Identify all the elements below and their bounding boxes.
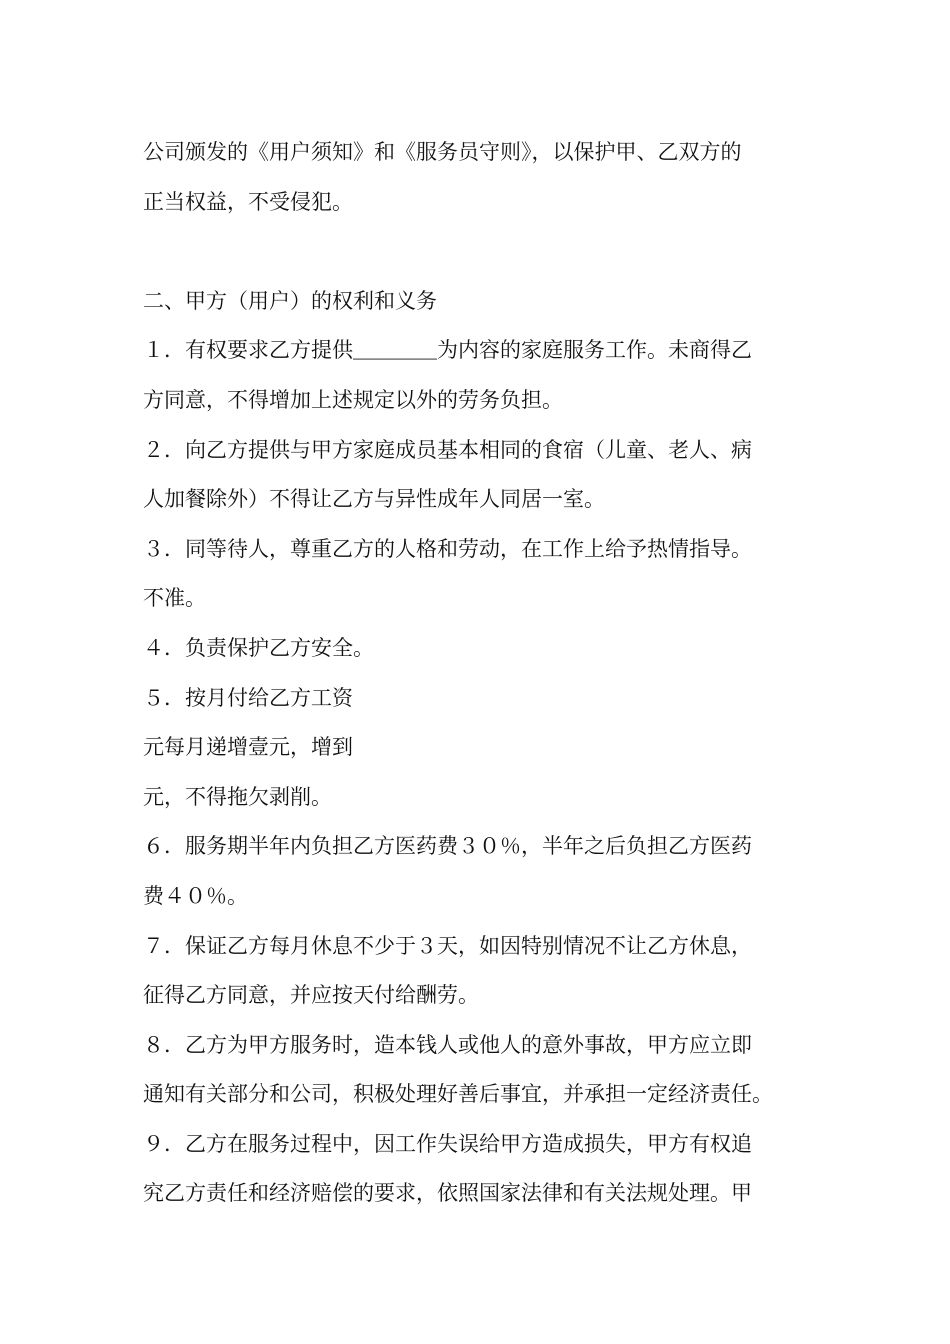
clause-3-line-1: ３．同等待人，尊重乙方的人格和劳动，在工作上给予热情指导。 [143,536,752,561]
clause-1-line-2: 方同意，不得增加上述规定以外的劳务负担。 [143,387,563,412]
clause-9-line-1: ９．乙方在服务过程中，因工作失误给甲方造成损失，甲方有权追 [143,1131,752,1156]
clause-5-line-2: 元每月递增壹元，增到 [143,735,353,760]
clause-1-line-1: １．有权要求乙方提供＿＿＿＿为内容的家庭服务工作。未商得乙 [143,338,752,363]
clause-3-line-2: 不准。 [143,586,206,611]
blank-line [143,227,813,277]
clause-7-line-1: ７．保证乙方每月休息不少于３天，如因特别情况不让乙方休息， [143,933,752,958]
clause-5-line-1: ５．按月付给乙方工资 [143,685,353,710]
document-body [143,128,813,1219]
clause-6-line-2: 费４０％。 [143,883,248,908]
clause-4-line-1: ４．负责保护乙方安全。 [143,635,374,660]
section-heading: 二、甲方（用户）的权利和义务 [143,288,437,313]
clause-2-line-2: 人加餐除外）不得让乙方与异性成年人同居一室。 [143,487,605,512]
clause-6-line-1: ６．服务期半年内负担乙方医药费３０％，半年之后负担乙方医药 [143,834,752,859]
clause-8-line-2: 通知有关部分和公司，积极处理好善后事宜，并承担一定经济责任。 [143,1082,773,1107]
clause-7-line-2: 征得乙方同意，并应按天付给酬劳。 [143,983,479,1008]
clause-9-line-2: 究乙方责任和经济赔偿的要求，依照国家法律和有关法规处理。甲 [143,1181,752,1206]
clause-8-line-1: ８．乙方为甲方服务时，造本钱人或他人的意外事故，甲方应立即 [143,1032,752,1057]
clause-5-line-3: 元，不得拖欠剥削。 [143,784,332,809]
clause-2-line-1: ２．向乙方提供与甲方家庭成员基本相同的食宿（儿童、老人、病 [143,437,752,462]
text-line-2: 正当权益，不受侵犯。 [143,189,353,214]
text-line-1: 公司颁发的《用户须知》和《服务员守则》，以保护甲、乙双方的 [143,140,742,164]
